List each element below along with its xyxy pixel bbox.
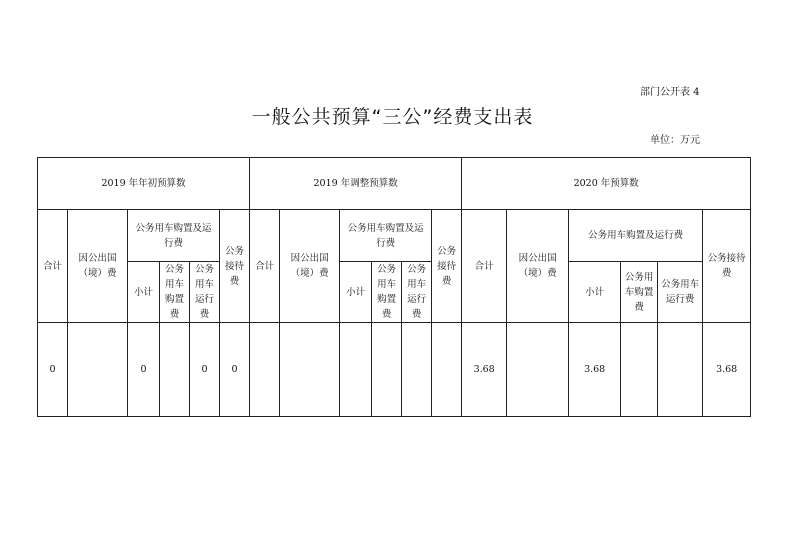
unit-label: 单位：万元 xyxy=(650,135,700,146)
header-operation-2019-adjusted: 公务用车运行费 xyxy=(402,262,432,323)
header-operation-2020: 公务用车运行费 xyxy=(658,262,703,323)
group-header-2019-initial: 2019 年年初预算数 xyxy=(38,158,250,210)
header-reception-2019-initial: 公务接待费 xyxy=(220,210,250,323)
header-purchase-2019-adjusted: 公务用车购置费 xyxy=(372,262,402,323)
cell-subtotal-2020: 3.68 xyxy=(569,323,621,417)
cell-reception-2019-initial: 0 xyxy=(220,323,250,417)
cell-operation-2020 xyxy=(658,323,703,417)
table-row xyxy=(38,323,751,417)
budget-table xyxy=(37,157,751,417)
cell-purchase-2019-initial xyxy=(160,323,190,417)
page-title: 一般公共预算“三公”经费支出表 xyxy=(251,106,534,128)
table-label: 部门公开表 4 xyxy=(640,87,700,98)
header-subtotal-2020: 小计 xyxy=(569,262,621,323)
cell-subtotal-2019-initial: 0 xyxy=(128,323,160,417)
cell-operation-2019-adjusted xyxy=(402,323,432,417)
header-overseas-2019-initial: 因公出国（境）费 xyxy=(68,210,128,323)
header-subtotal-2019-initial: 小计 xyxy=(128,262,160,323)
cell-operation-2019-initial: 0 xyxy=(190,323,220,417)
header-vehicle-2019-initial: 公务用车购置及运行费 xyxy=(128,210,220,262)
header-row-categories xyxy=(38,210,751,262)
header-vehicle-2020: 公务用车购置及运行费 xyxy=(569,210,703,262)
header-row-groups xyxy=(38,158,751,210)
header-subtotal-2019-adjusted: 小计 xyxy=(340,262,372,323)
header-row-subcategories xyxy=(38,262,751,323)
header-overseas-2020: 因公出国（境）费 xyxy=(507,210,569,323)
cell-overseas-2019-adjusted xyxy=(280,323,340,417)
header-operation-2019-initial: 公务用车运行费 xyxy=(190,262,220,323)
header-purchase-2019-initial: 公务用车购置费 xyxy=(160,262,190,323)
header-vehicle-2019-adjusted: 公务用车购置及运行费 xyxy=(340,210,432,262)
cell-reception-2019-adjusted xyxy=(432,323,462,417)
cell-purchase-2019-adjusted xyxy=(372,323,402,417)
cell-overseas-2019-initial xyxy=(68,323,128,417)
cell-total-2019-adjusted xyxy=(250,323,280,417)
header-reception-2020: 公务接待费 xyxy=(703,210,751,323)
group-header-2019-adjusted: 2019 年调整预算数 xyxy=(250,158,462,210)
cell-reception-2020: 3.68 xyxy=(703,323,751,417)
header-total-2020: 合计 xyxy=(462,210,507,323)
header-total-2019-initial: 合计 xyxy=(38,210,68,323)
header-total-2019-adjusted: 合计 xyxy=(250,210,280,323)
group-header-2020: 2020 年预算数 xyxy=(462,158,751,210)
header-purchase-2020: 公务用车购置费 xyxy=(621,262,658,323)
cell-overseas-2020 xyxy=(507,323,569,417)
cell-subtotal-2019-adjusted xyxy=(340,323,372,417)
cell-total-2020: 3.68 xyxy=(462,323,507,417)
header-reception-2019-adjusted: 公务接待费 xyxy=(432,210,462,323)
header-overseas-2019-adjusted: 因公出国（境）费 xyxy=(280,210,340,323)
cell-purchase-2020 xyxy=(621,323,658,417)
cell-total-2019-initial: 0 xyxy=(38,323,68,417)
